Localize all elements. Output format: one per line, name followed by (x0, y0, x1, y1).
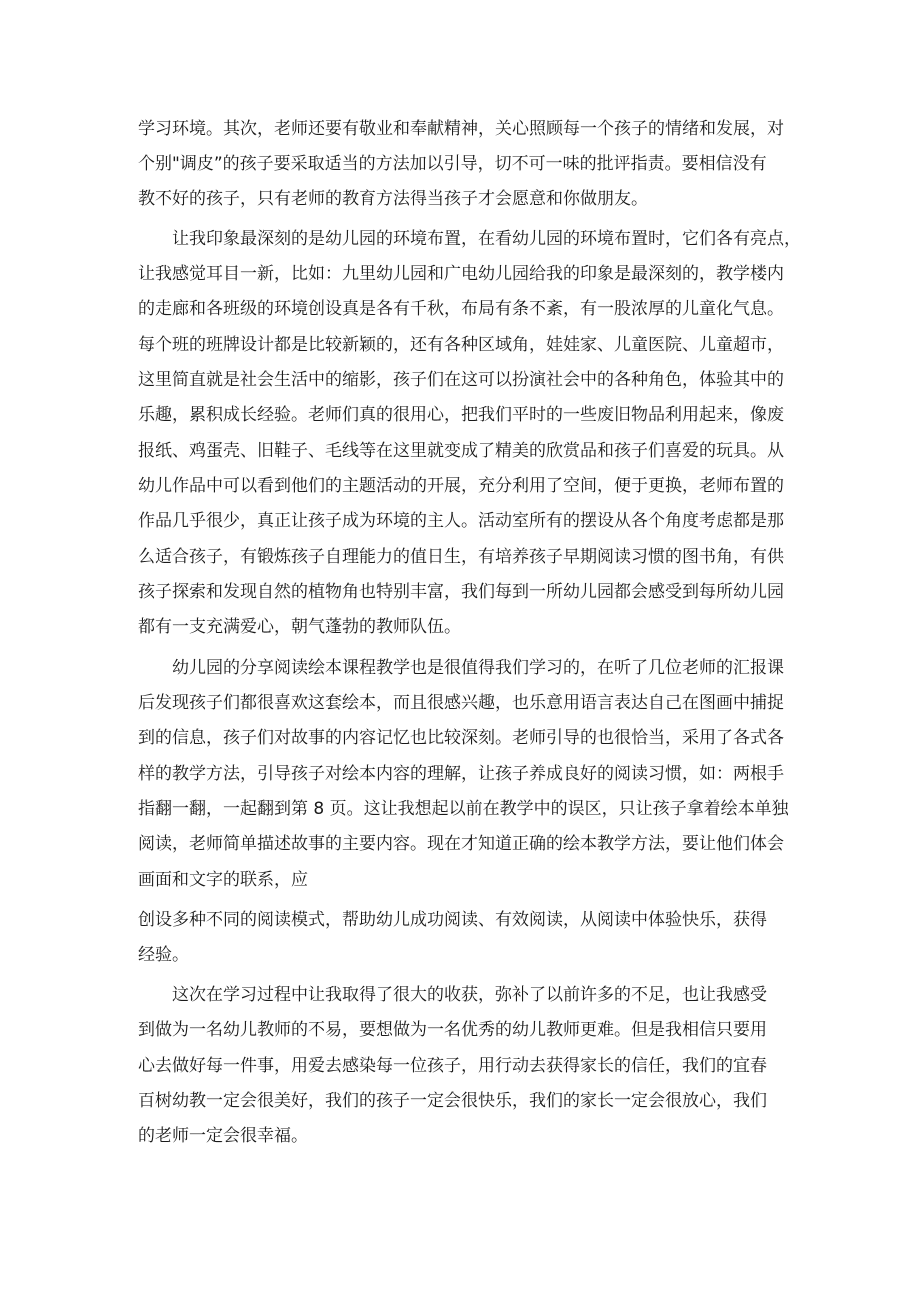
text-line: 幼儿园的分享阅读绘本课程教学也是很值得我们学习的，在听了几位老师的汇报课 (172, 658, 784, 678)
text-line: 报纸、鸡蛋壳、旧鞋子、毛线等在这里就变成了精美的欣赏品和孩子们喜爱的玩具。从 (138, 441, 784, 461)
text-line: 画面和文字的联系，应 (138, 870, 308, 890)
text-line: 这里简直就是社会生活中的缩影，孩子们在这可以扮演社会中的各种角色，体验其中的 (138, 370, 784, 390)
text-line: 学习环境。其次，老师还要有敬业和奉献精神，关心照顾每一个孩子的情绪和发展，对 (138, 119, 784, 139)
text-line: 孩子探索和发现自然的植物角也特别丰富，我们每到一所幼儿园都会感受到每所幼儿园 (138, 582, 784, 602)
text-line: 心去做好每一件事，用爱去感染每一位孩子，用行动去获得家长的信任，我们的宜春 (138, 1056, 767, 1076)
text-line: 样的教学方法，引导孩子对绘本内容的理解，让孩子养成良好的阅读习惯，如：两根手 (138, 764, 784, 784)
text-line: 幼儿作品中可以看到他们的主题活动的开展，充分利用了空间，便于更换，老师布置的 (138, 476, 784, 496)
text-line: 个别"调皮”的孩子要采取适当的方法加以引导，切不可一味的批评指责。要相信没有 (138, 154, 767, 174)
text-line: 的走廊和各班级的环境创设真是各有千秋，布局有条不紊，有一股浓厚的儿童化气息。 (138, 299, 784, 319)
text-line: 到的信息，孩子们对故事的内容记忆也比较深刻。老师引导的也很恰当，采用了各式各 (138, 728, 784, 748)
text-line: 经验。 (138, 945, 189, 965)
text-line: 百树幼教一定会很美好，我们的孩子一定会很快乐，我们的家长一定会很放心，我们 (138, 1091, 767, 1111)
text-line: 到做为一名幼儿教师的不易，要想做为一名优秀的幼儿教师更难。但是我相信只要用 (138, 1020, 767, 1040)
text-line: 么适合孩子，有锻炼孩子自理能力的值日生，有培养孩子早期阅读习惯的图书角，有供 (138, 547, 784, 567)
text-line: 创设多种不同的阅读模式，帮助幼儿成功阅读、有效阅读，从阅读中体验快乐，获得 (138, 910, 767, 930)
text-line: 乐趣，累积成长经验。老师们真的很用心，把我们平时的一些废旧物品利用起来，像废 (138, 405, 784, 425)
text-line: 的老师一定会很幸福。 (138, 1126, 308, 1146)
text-line: 让我感觉耳目一新，比如：九里幼儿园和广电幼儿园给我的印象是最深刻的，教学楼内 (138, 264, 784, 284)
text-line: 教不好的孩子，只有老师的教育方法得当孩子才会愿意和你做朋友。 (138, 189, 648, 209)
text-line: 作品几乎很少，真正让孩子成为环境的主人。活动室所有的摆设从各个角度考虑都是那 (138, 511, 784, 531)
text-line: 指翻一翻，一起翻到第 8 页。这让我想起以前在教学中的误区，只让孩子拿着绘本单独 (138, 799, 789, 819)
text-line: 这次在学习过程中让我取得了很大的收获，弥补了以前许多的不足，也让我感受 (172, 985, 767, 1005)
text-line: 都有一支充满爱心，朝气蓬勃的教师队伍。 (138, 617, 461, 637)
text-line: 让我印象最深刻的是幼儿园的环境布置，在看幼儿园的环境布置时，它们各有亮点， (172, 229, 801, 249)
text-line: 阅读，老师简单描述故事的主要内容。现在才知道正确的绘本教学方法，要让他们体会 (138, 834, 784, 854)
text-line: 每个班的班牌设计都是比较新颖的，还有各种区域角，娃娃家、儿童医院、儿童超市， (138, 335, 784, 355)
text-line: 后发现孩子们都很喜欢这套绘本，而且很感兴趣，也乐意用语言表达自己在图画中捕捉 (138, 693, 784, 713)
